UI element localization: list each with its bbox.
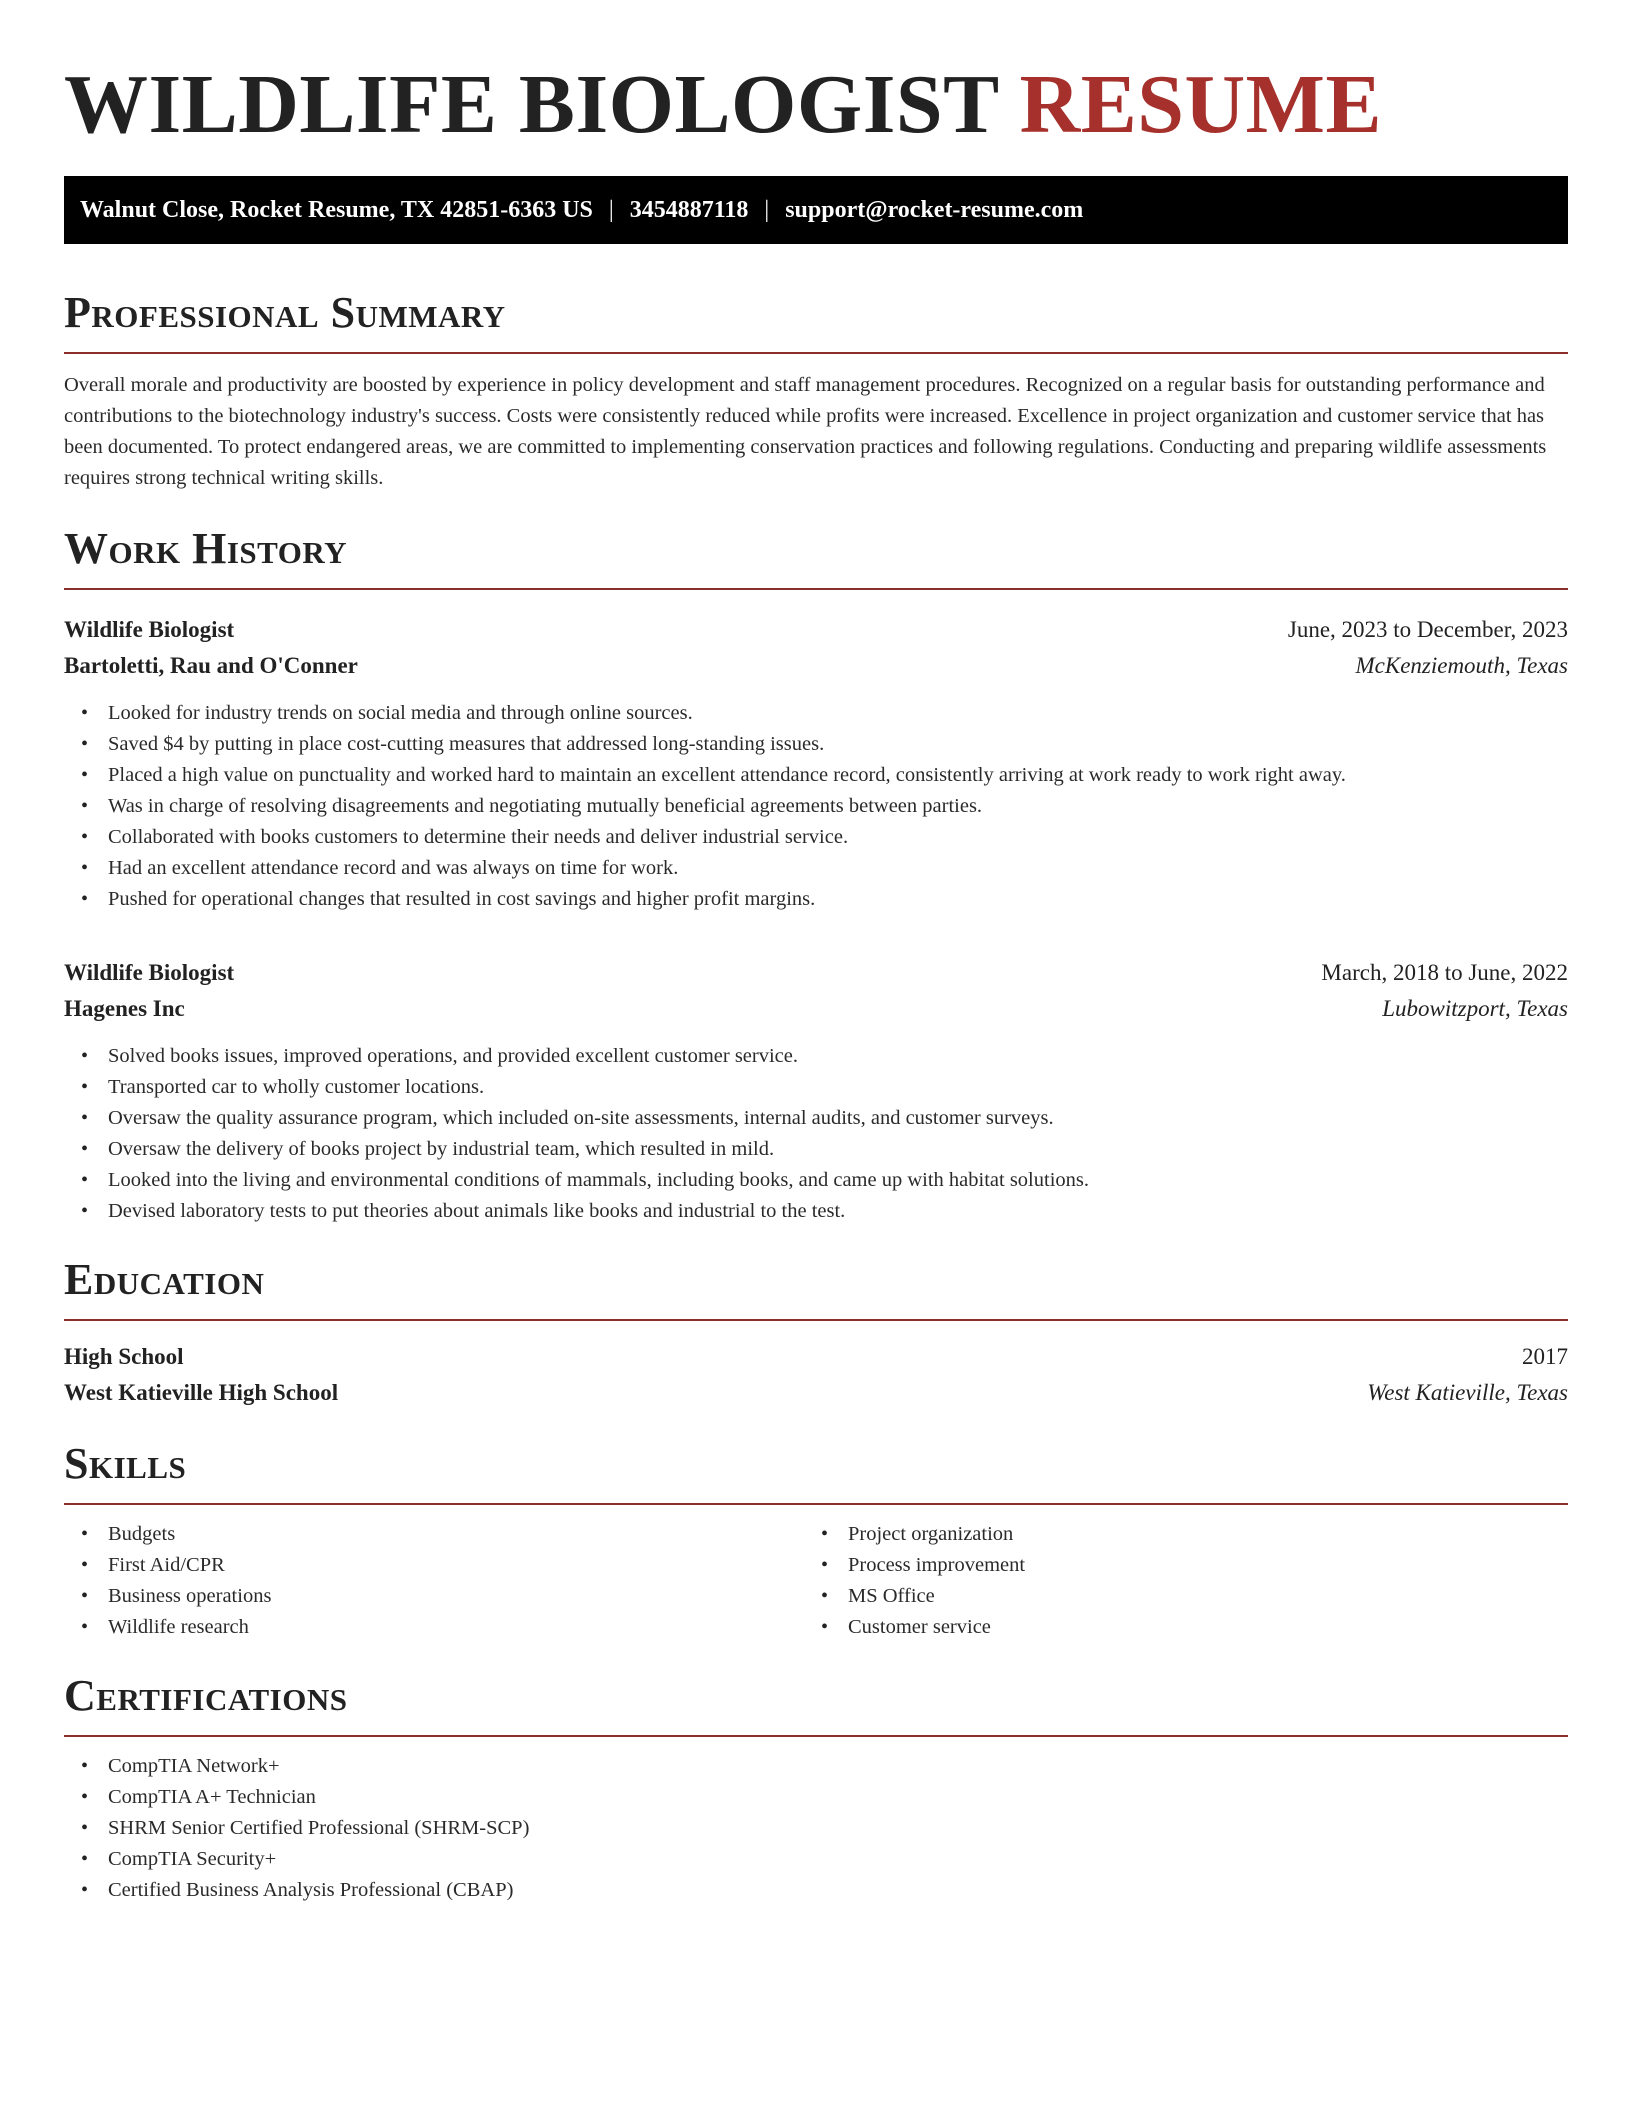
list-item: • Saved $4 by putting in place cost-cutting measures that addressed long-standing issues. <box>108 729 1568 760</box>
job-company: Bartoletti, Rau and O'Conner <box>64 653 358 678</box>
contact-separator: | <box>764 196 770 223</box>
list-item: • First Aid/CPR <box>108 1550 804 1581</box>
section-heading: Work History <box>64 524 348 573</box>
education-section <box>64 1255 1568 1411</box>
list-item: • CompTIA Security+ <box>108 1844 1568 1875</box>
job-bullet-list <box>64 1041 1568 1227</box>
list-item: • MS Office <box>848 1581 1544 1612</box>
education-school: West Katieville High School <box>64 1380 339 1405</box>
skills-column-left <box>64 1519 804 1643</box>
section-heading: Skills <box>64 1439 187 1488</box>
list-item: • Customer service <box>848 1612 1544 1643</box>
education-school-row <box>64 1375 1568 1411</box>
title-main: WILDLIFE BIOLOGIST <box>64 58 999 151</box>
job-dates: June, 2023 to December, 2023 <box>1287 617 1568 642</box>
education-header-row <box>64 1339 1568 1375</box>
list-item: • Collaborated with books customers to determine their needs and deliver industrial service. <box>108 822 1568 853</box>
education-year: 2017 <box>1522 1344 1568 1369</box>
job-company: Hagenes Inc <box>64 996 185 1021</box>
list-item: • Looked into the living and environmental conditions of mammals, including books, and came up with habitat solutions. <box>108 1165 1568 1196</box>
work-history-section <box>64 524 1568 1227</box>
summary-text: Overall morale and productivity are boosted by experience in policy development and staff management procedures. Recognized on a regular basis for outstanding performance and contributions to the biotechnology industry's success. Costs were consistently reduced while profits were increased. Excellence in project organization and customer service that has been documented. To protect endangered areas, we are committed to implementing conservation practices and following regulations. Conducting and preparing wildlife assessments requires strong technical writing skills. <box>64 374 1547 489</box>
list-item: • Oversaw the quality assurance program, which included on-site assessments, internal audits, and customer surveys. <box>108 1103 1568 1134</box>
section-divider <box>64 1319 1568 1321</box>
list-item: • Solved books issues, improved operations, and provided excellent customer service. <box>108 1041 1568 1072</box>
job-company-row <box>64 991 1568 1027</box>
list-item: • Was in charge of resolving disagreements and negotiating mutually beneficial agreements between parties. <box>108 791 1568 822</box>
job-location: Lubowitzport, Texas <box>1382 996 1568 1021</box>
professional-summary-section <box>64 288 1568 494</box>
skills-section <box>64 1439 1568 1643</box>
resume-title <box>64 56 1568 154</box>
contact-phone: 3454887118 <box>629 196 749 223</box>
list-item: • Oversaw the delivery of books project by industrial team, which resulted in mild. <box>108 1134 1568 1165</box>
list-item: • Pushed for operational changes that resulted in cost savings and higher profit margins. <box>108 884 1568 915</box>
education-location: West Katieville, Texas <box>1367 1380 1568 1405</box>
job-header-row <box>64 955 1568 991</box>
section-heading: Education <box>64 1255 265 1304</box>
list-item: • Devised laboratory tests to put theories about animals like books and industrial to the test. <box>108 1196 1568 1227</box>
education-degree: High School <box>64 1344 184 1369</box>
contact-email[interactable]: support@rocket-resume.com <box>785 196 1084 223</box>
list-item: • Project organization <box>848 1519 1544 1550</box>
list-item: • Had an excellent attendance record and was always on time for work. <box>108 853 1568 884</box>
list-item: • Placed a high value on punctuality and worked hard to maintain an excellent attendance record, consistently arriving at work ready to work right away. <box>108 760 1568 791</box>
contact-address: Walnut Close, Rocket Resume, TX 42851-6363 US <box>80 196 593 223</box>
list-item: • Certified Business Analysis Professional (CBAP) <box>108 1875 1568 1906</box>
section-divider <box>64 588 1568 590</box>
section-heading: Certifications <box>64 1671 348 1720</box>
certifications-list <box>64 1751 1568 1906</box>
contact-separator: | <box>608 196 614 223</box>
section-divider <box>64 352 1568 354</box>
job-company-row <box>64 648 1568 684</box>
skills-column-right <box>804 1519 1544 1643</box>
list-item: • Process improvement <box>848 1550 1544 1581</box>
list-item: • Transported car to wholly customer locations. <box>108 1072 1568 1103</box>
list-item: • Looked for industry trends on social media and through online sources. <box>108 698 1568 729</box>
job-title: Wildlife Biologist <box>64 960 235 985</box>
list-item: • Wildlife research <box>108 1612 804 1643</box>
job-header-row <box>64 612 1568 648</box>
list-item: • SHRM Senior Certified Professional (SHRM-SCP) <box>108 1813 1568 1844</box>
section-divider <box>64 1503 1568 1505</box>
list-item: • Budgets <box>108 1519 804 1550</box>
section-heading: Professional Summary <box>64 288 506 337</box>
contact-bar <box>64 176 1568 244</box>
list-item: • Business operations <box>108 1581 804 1612</box>
certifications-section <box>64 1671 1568 1906</box>
job-entry <box>64 612 1568 915</box>
job-bullet-list <box>64 698 1568 915</box>
list-item: • CompTIA A+ Technician <box>108 1782 1568 1813</box>
list-item: • CompTIA Network+ <box>108 1751 1568 1782</box>
job-dates: March, 2018 to June, 2022 <box>1321 960 1568 985</box>
education-entry <box>64 1339 1568 1411</box>
job-entry <box>64 955 1568 1227</box>
skills-grid <box>64 1519 1568 1643</box>
title-accent: RESUME <box>1019 58 1382 151</box>
job-title: Wildlife Biologist <box>64 617 235 642</box>
job-location: McKenziemouth, Texas <box>1355 653 1568 678</box>
section-divider <box>64 1735 1568 1737</box>
